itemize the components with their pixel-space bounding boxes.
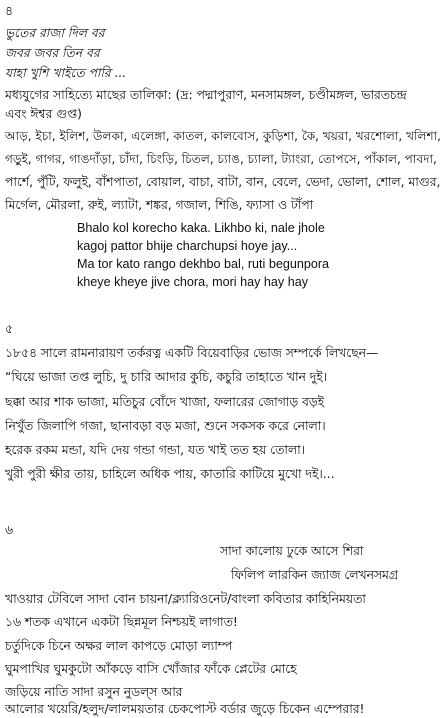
song-line: Ma tor kato rango dekhbo bal, ruti begunpora [77,257,330,271]
song-line: kheye kheye jive chora, mori hay hay hay [77,275,309,289]
poem-line: আলোর খয়েরি/হলুদ/লালময়তার চেকপোস্ট বর্ডার জুড়ে চিকেন এম্পেরার! [5,702,365,716]
verse-line: হরেক রকম মন্ডা, যদি দেয় গন্ডা গন্ডা, যত খাই তত হয় তোলা। [5,443,306,457]
fish-list-line: আড়, ইচা, ইলিশ, উলকা, এলেঙ্গা, কাতল, কালবোস, কুড়িশা, কৈ, খয়রা, খরশোলা, খলিশা, [5,129,442,143]
verse-line: জবর জবর তিন বর [5,46,100,60]
verse-line: “ঘিয়ে ভাজা তপ্ত লুচি, দু চারি আদার কুচি, কচুরি তাহাতে খান দুই। [5,370,328,384]
epigraph-attribution: ফিলিপ লারকিন জ্যাজ লেখনসমগ্র [231,568,399,582]
paragraph-line: মধ্যযুগের সাহিত্যে মাছের তালিকা: (দ্র: পদ্মাপুরাণ, মনসামঙ্গল, চণ্ডীমঙ্গল, ভারতচন্দ্র [5,88,407,102]
poem-line: ঘুমপাখির ঘুমকুটো আঁকড়ে বাসি খোঁজার ফাঁকে প্লেটের মোহে [5,662,297,676]
verse-line: ভুতের রাজা দিল বর [5,26,105,40]
section-number: ৬ [5,523,13,537]
paragraph-line: এবং ঈশ্বর গুপ্ত) [5,107,82,121]
poem-line: ১৬ শতক এখানে একটা ছিন্নমূল নিশ্চয়ই লাগাত! [5,615,238,629]
fish-list-line: মির্গেল, মৌরলা, রুই, ল্যাটা, শঙ্কর, গজাল, শিঙি, ফ্যাসা ও টাঁপা [5,198,314,212]
verse-line: নিখুঁত জিলাপি গজা, ছানাবড়া বড় মজা, শুনে সকসক করে নোলা। [5,419,326,433]
poem-line: চর্তুদিকে চিনে অক্ষর লাল কাপড়ে মোড়া ল্যাম্প [5,639,233,653]
section-number: ৪ [5,4,13,18]
song-line: kagoj pattor bhije charchupsi hoye jay... [77,239,298,253]
section-number: ৫ [5,322,13,336]
poem-line: খাওয়ার টেবিলে সাদা বোন চায়না/ক্ল্যারিওনেট/বাংলা কবিতার কাহিনিময়তা [5,592,366,606]
verse-line: যাহা খুশি খাইতে পারি ... [5,66,127,80]
song-line: Bhalo kol korecho kaka. Likhbo ki, nale jhole [77,221,325,235]
epigraph-line: সাদা কালোয় ঢুকে আসে শিরা [220,544,364,558]
fish-list-line: পার্শে, পুঁটি, ফলুই, বাঁশপাতা, বোয়াল, বাচা, বাটা, বান, বেলে, ভেদা, ভোলা, শোল, মাগুর, [5,175,441,189]
verse-line: খুরী পুরী ক্ষীর তায়, চাহিলে অধিক পায়, কাতারি কাটিয়ে মুখো দই।... [5,467,335,481]
verse-line: ছক্কা আর শাক ভাজা, মতিচুর বোঁদে খাজা, ফলারের জোগাড় বড়ই [5,395,325,409]
fish-list-line: গড়ুই, গাগর, গাঙদাঁড়া, চাঁদা, চিংড়ি, চিতল, চ্যাঙ, চ্যালা, ট্যাংরা, তোপসে, পাঁকাল, পাবদা, [5,152,437,166]
poem-line: জড়িয়ে নাতি সাদা রসুন নুডল্‌স আর [5,685,183,699]
paragraph-line: ১৮৫৪ সালে রামনারায়ণ তর্করত্ন একটি বিয়েবাড়ির ভোজ সম্পর্কে লিখছেন— [5,346,379,360]
